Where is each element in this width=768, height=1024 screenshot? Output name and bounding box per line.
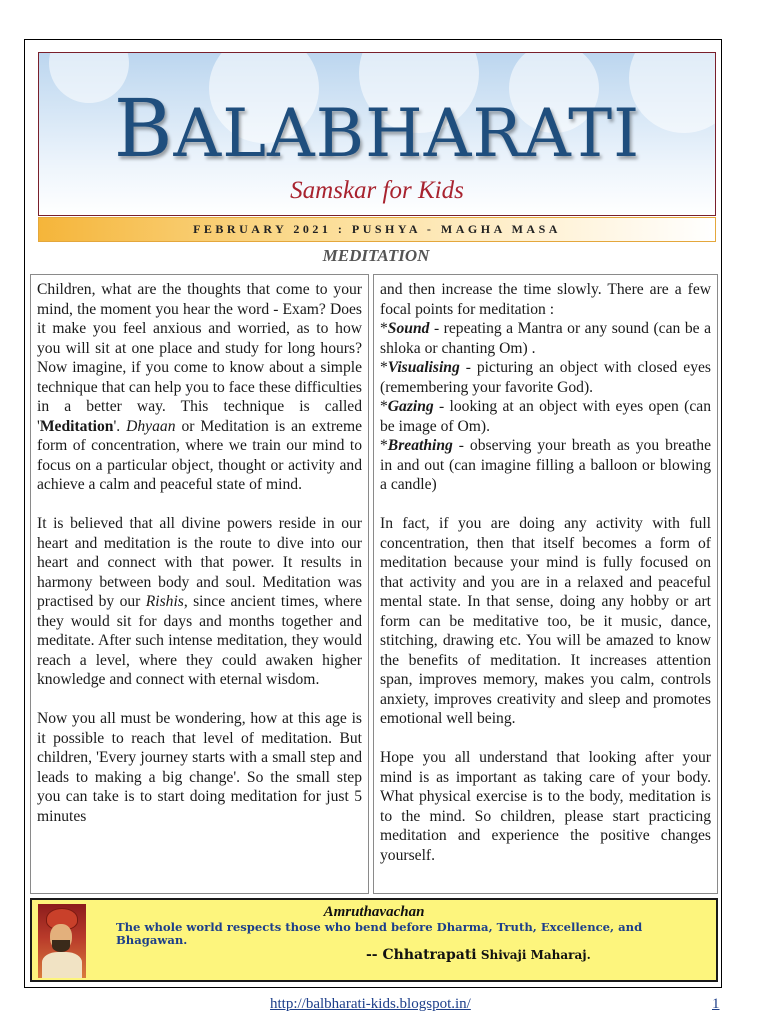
article-title: MEDITATION (322, 246, 430, 265)
paragraph: It is believed that all divine powers reside in our heart and meditation is the route to dive into our heart and connect with that power. It results in harmony between body and soul. Meditation was practised by our Rishis, since ancient times, where they would sit for days and months together and meditate. After such intense meditation, they would reach a level, where they could awaken higher knowledge and connect with eternal wisdom. (37, 515, 362, 688)
quote-box (30, 898, 718, 982)
masthead-tagline: Samskar for Kids (290, 177, 464, 204)
article-right-column (373, 274, 718, 894)
quote-author: -- Chhatrapati Shivaji Maharaj. (366, 947, 591, 963)
blog-link[interactable]: http://balbharati-kids.blogspot.in/ (270, 996, 471, 1012)
paragraph: Children, what are the thoughts that come to your mind, the moment you hear the word - Exam? Does it make you feel anxious and worried, as to how you will sit at one place and study for long hours? Now imagine, if you come to know about a simple technique that can help you to face these difficulties in a better way. This technique is called 'Meditation'. Dhyaan or Meditation is an extreme form of concentration, where we train our mind to focus on a particular object, thought or activity and achieve a calm and peaceful state of mind. (37, 281, 363, 493)
quote-text: The whole world respects those who bend before Dharma, Truth, Excellence, and Bhagawan. (116, 920, 643, 947)
masthead-title: BALABHARATI (113, 82, 641, 175)
article-left-column (30, 274, 369, 894)
header-banner (38, 52, 716, 216)
paragraph: In fact, if you are doing any activity with full concentration, then that itself becomes a form of meditation because your mind is fully focused on that activity and you are in a relaxed and peaceful mental state. In that sense, doing any hobby or art form can be meditative too, be it music, dance, stitching, drawing etc. You will be amazed to know the benefits of meditation. It increases attention span, improves memory, makes you calm, controls anxiety, improves creativity and sleep and promotes emotional well being. (380, 515, 711, 727)
page-number: 1 (712, 996, 720, 1012)
quote-heading: Amruthavachan (323, 904, 425, 920)
paragraph: Hope you all understand that looking after your mind is as important as taking care of your body. What physical exercise is to the body, meditation is to the mind. So children, please start practicing meditation and experience the positive changes yourself. (380, 749, 711, 864)
issue-date-band: FEBRUARY 2021 : PUSHYA - MAGHA MASA (38, 217, 716, 242)
paragraph: Now you all must be wondering, how at this age is it possible to reach that level of meditation. But children, 'Every journey starts with a small step and leads to making a big change'. So the small step you can take is to start doing meditation for just 5 minutes (37, 710, 362, 825)
focal-points: and then increase the time slowly. There are a few focal points for meditation : *Sound - repeating a Mantra or any sound (can be a shloka or chanting Om) . *Visualising - picturing an object with closed eyes (remembering your favorite God). *Gazing - looking at an object with eyes open (can be image of Om). *Breathing - observing your breath as you breathe in and out (can imagine filling a balloon or blowing a candle) (380, 281, 711, 493)
